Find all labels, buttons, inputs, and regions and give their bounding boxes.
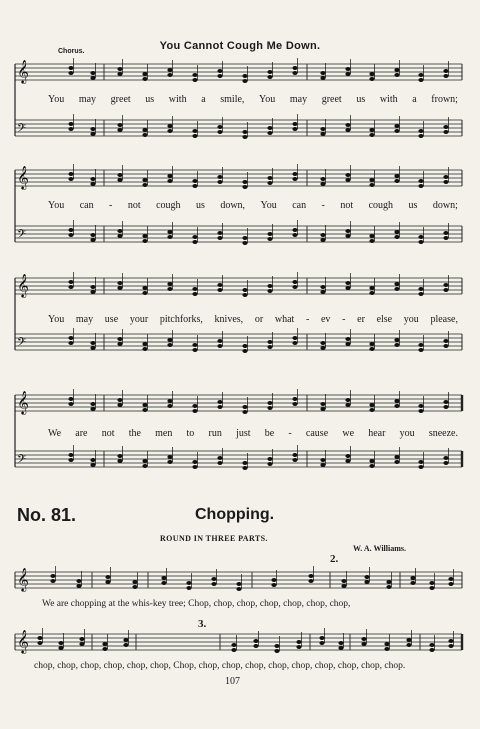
lyric-word: with bbox=[168, 94, 187, 105]
part-marker-2: 2. bbox=[330, 553, 339, 565]
lyric-word: hear bbox=[368, 428, 386, 439]
lyric-line-4 bbox=[48, 428, 458, 439]
svg-text:𝄢: 𝄢 bbox=[17, 453, 27, 469]
lyric-word: you bbox=[399, 428, 415, 439]
lyric-word: down, bbox=[220, 200, 246, 211]
lyric-line-2 bbox=[48, 200, 458, 211]
song-author: W. A. Williams. bbox=[353, 544, 406, 553]
lyric-word: knives, bbox=[214, 314, 244, 325]
chorus-label: Chorus. bbox=[58, 48, 85, 55]
lyric-word: with bbox=[379, 94, 398, 105]
song-subtitle: ROUND IN THREE PARTS. bbox=[160, 534, 268, 543]
lyric-word: the bbox=[128, 428, 141, 439]
svg-text:𝄢: 𝄢 bbox=[17, 122, 27, 138]
song-title: You Cannot Cough Me Down. bbox=[159, 40, 321, 52]
lyric-word: not bbox=[127, 200, 141, 211]
lyric-word: not bbox=[340, 200, 354, 211]
lyric-word: - bbox=[288, 428, 292, 439]
lyric-line-1 bbox=[48, 94, 458, 105]
lyric-word: be bbox=[264, 428, 275, 439]
lyric-line-3 bbox=[48, 314, 458, 325]
lyric-word: just bbox=[236, 428, 251, 439]
svg-text:𝄞: 𝄞 bbox=[17, 567, 29, 591]
lyric-word: us bbox=[408, 200, 418, 211]
lyric-word: or bbox=[254, 314, 264, 325]
lyric-word: a bbox=[412, 94, 417, 105]
lyric-word: You bbox=[48, 200, 65, 211]
lyric-word: us bbox=[145, 94, 155, 105]
lyric-word: smile, bbox=[220, 94, 245, 105]
part-marker-3: 3. bbox=[198, 618, 207, 630]
lyric-word: else bbox=[376, 314, 393, 325]
lyric-word: may bbox=[78, 94, 97, 105]
music-staff-system-1 bbox=[0, 58, 480, 158]
lyric-word: not bbox=[101, 428, 115, 439]
lyric-word: cough bbox=[368, 200, 394, 211]
lyric-word: pitchforks, bbox=[159, 314, 203, 325]
lyric-word: sneeze. bbox=[428, 428, 458, 439]
lyric-word: run bbox=[208, 428, 222, 439]
lyric-word: us bbox=[195, 200, 205, 211]
lyric-word: may bbox=[289, 94, 308, 105]
svg-text:𝄞: 𝄞 bbox=[17, 273, 29, 297]
lyric-word: may bbox=[75, 314, 94, 325]
round-lyric-1: We are chopping at the whis-key tree; Chop, chop, chop, chop, chop, chop, chop, bbox=[42, 599, 351, 609]
music-staff-system-4 bbox=[0, 389, 480, 489]
lyric-word: can bbox=[79, 200, 94, 211]
svg-text:𝄞: 𝄞 bbox=[17, 165, 29, 189]
lyric-word: - bbox=[109, 200, 113, 211]
lyric-word: down; bbox=[432, 200, 458, 211]
lyric-word: You bbox=[48, 314, 65, 325]
svg-text:𝄞: 𝄞 bbox=[17, 59, 29, 83]
music-staff-system-2 bbox=[0, 164, 480, 264]
lyric-word: a bbox=[201, 94, 206, 105]
lyric-word: - bbox=[321, 200, 325, 211]
svg-text:𝄢: 𝄢 bbox=[17, 228, 27, 244]
lyric-word: cough bbox=[156, 200, 181, 211]
svg-text:𝄞: 𝄞 bbox=[17, 390, 29, 414]
song-title-2: Chopping. bbox=[195, 506, 275, 523]
lyric-word: are bbox=[75, 428, 88, 439]
lyric-word: greet bbox=[110, 94, 131, 105]
lyric-word: to bbox=[186, 428, 195, 439]
lyric-word: what bbox=[274, 314, 295, 325]
page-number: 107 bbox=[225, 676, 240, 687]
lyric-word: we bbox=[342, 428, 355, 439]
lyric-word: er bbox=[357, 314, 365, 325]
lyric-word: ev bbox=[320, 314, 331, 325]
lyric-word: men bbox=[155, 428, 173, 439]
lyric-word: You bbox=[260, 200, 277, 211]
lyric-word: use bbox=[104, 314, 119, 325]
lyric-word: you bbox=[403, 314, 419, 325]
lyric-word: us bbox=[356, 94, 366, 105]
lyric-word: cause bbox=[305, 428, 329, 439]
lyric-word: You bbox=[259, 94, 276, 105]
lyric-word: please, bbox=[430, 314, 458, 325]
svg-text:𝄞: 𝄞 bbox=[17, 629, 29, 653]
lyric-word: can bbox=[292, 200, 307, 211]
lyric-word: You bbox=[48, 94, 65, 105]
round-lyric-2: chop, chop, chop, chop, chop, chop, Chop, chop, chop, chop, chop, chop, chop, chop, chop, chop. bbox=[34, 661, 406, 671]
lyric-word: - bbox=[342, 314, 346, 325]
lyric-word: - bbox=[305, 314, 310, 325]
lyric-word: your bbox=[129, 314, 149, 325]
song-number: No. 81. bbox=[17, 505, 77, 525]
svg-text:𝄢: 𝄢 bbox=[17, 336, 27, 352]
lyric-word: frown; bbox=[431, 94, 458, 105]
lyric-word: We bbox=[48, 428, 62, 439]
lyric-word: greet bbox=[321, 94, 342, 105]
